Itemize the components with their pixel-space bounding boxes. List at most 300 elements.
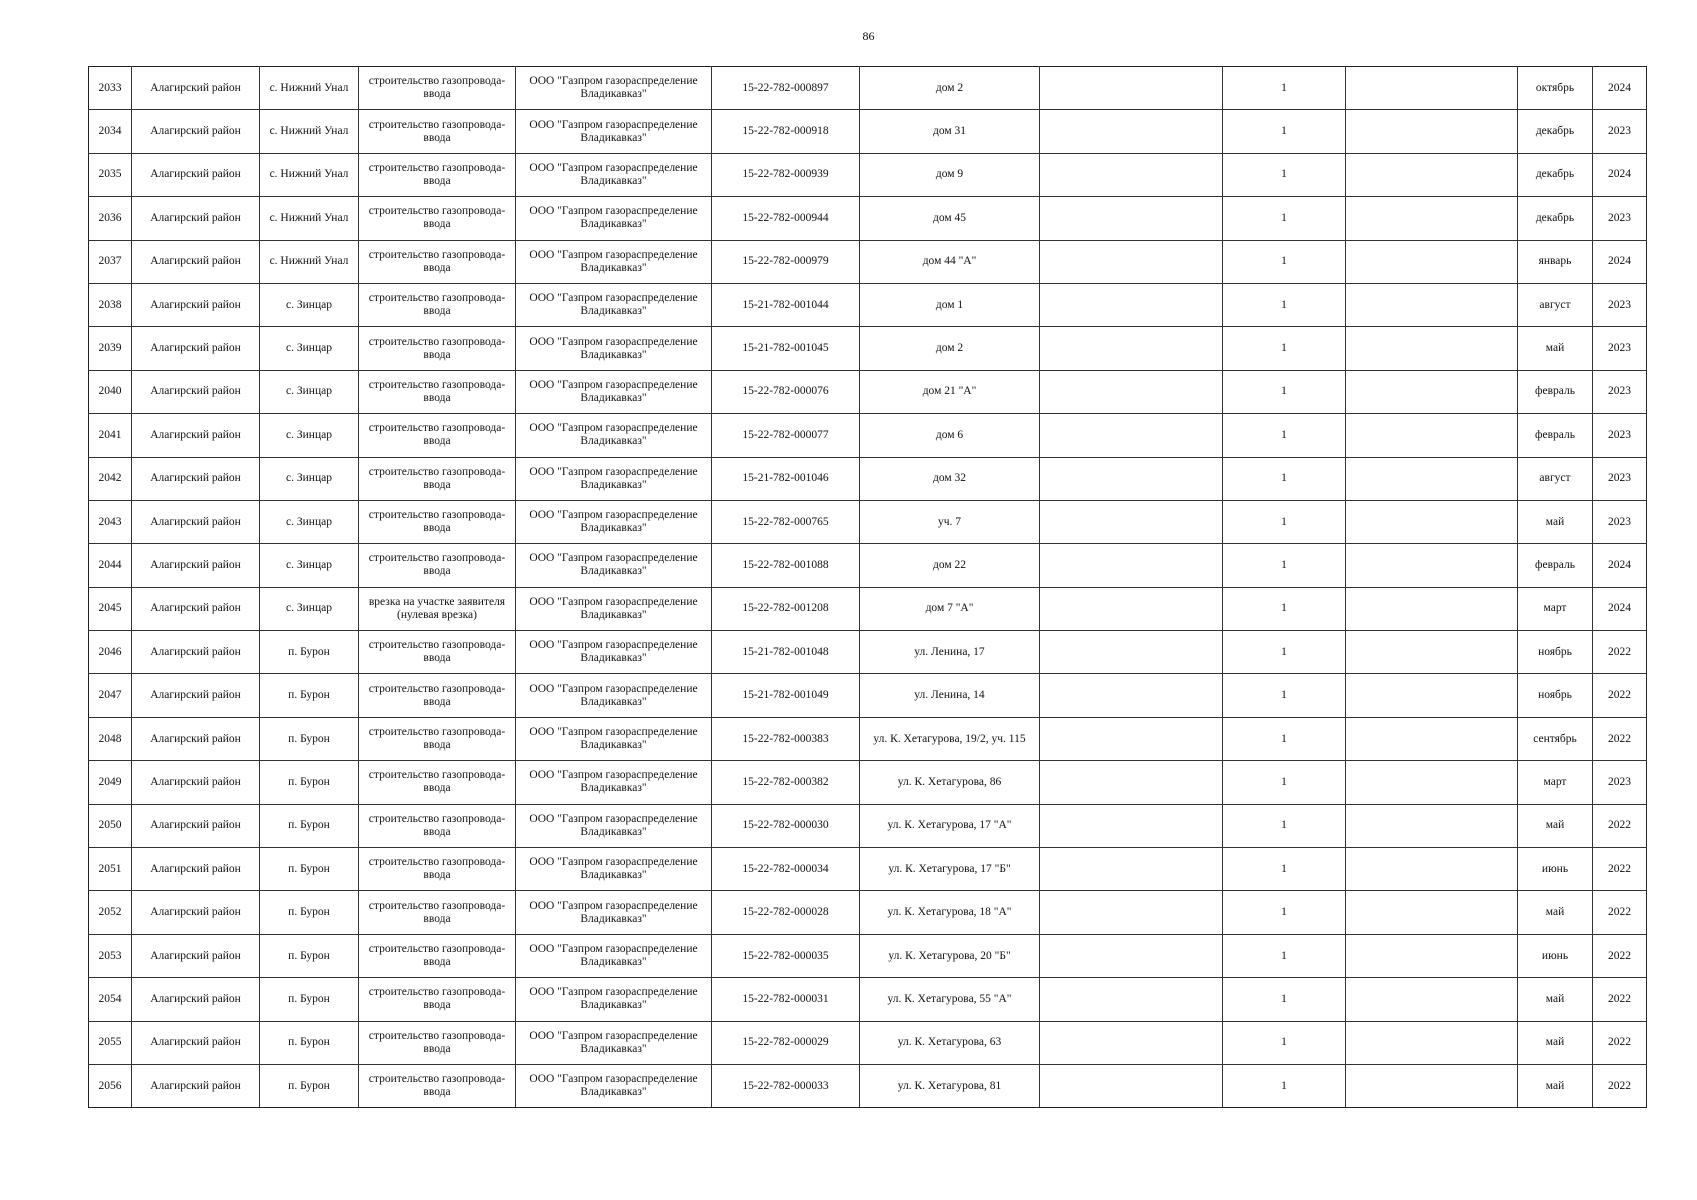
address-cell: ул. К. Хетагурова, 86 bbox=[860, 761, 1040, 804]
organization-cell: ООО "Газпром газораспределение Владикавказ" bbox=[516, 674, 712, 717]
table-row bbox=[89, 804, 1647, 847]
empty-cell-b bbox=[1346, 197, 1518, 240]
empty-cell-a bbox=[1040, 587, 1223, 630]
table-row bbox=[89, 500, 1647, 543]
empty-cell-b bbox=[1346, 1064, 1518, 1107]
month-cell: май bbox=[1518, 1021, 1593, 1064]
page-number: 86 bbox=[862, 29, 875, 43]
table-row bbox=[89, 414, 1647, 457]
organization-cell: ООО "Газпром газораспределение Владикавказ" bbox=[516, 631, 712, 674]
settlement-cell: п. Бурон bbox=[260, 891, 359, 934]
organization-cell: ООО "Газпром газораспределение Владикавказ" bbox=[516, 804, 712, 847]
quantity-cell: 1 bbox=[1223, 283, 1346, 326]
organization-cell: ООО "Газпром газораспределение Владикавказ" bbox=[516, 978, 712, 1021]
row-number-cell: 2039 bbox=[89, 327, 132, 370]
work-type-cell: строительство газопровода-ввода bbox=[359, 110, 516, 153]
empty-cell-b bbox=[1346, 804, 1518, 847]
empty-cell-b bbox=[1346, 1021, 1518, 1064]
work-type-cell: строительство газопровода-ввода bbox=[359, 1021, 516, 1064]
empty-cell-b bbox=[1346, 631, 1518, 674]
application-number-cell: 15-22-782-000035 bbox=[712, 934, 860, 977]
row-number-cell: 2048 bbox=[89, 717, 132, 760]
year-cell: 2023 bbox=[1593, 110, 1647, 153]
address-cell: дом 2 bbox=[860, 327, 1040, 370]
row-number-cell: 2041 bbox=[89, 414, 132, 457]
empty-cell-b bbox=[1346, 370, 1518, 413]
settlement-cell: с. Зинцар bbox=[260, 500, 359, 543]
empty-cell-a bbox=[1040, 804, 1223, 847]
address-cell: дом 9 bbox=[860, 153, 1040, 196]
year-cell: 2022 bbox=[1593, 804, 1647, 847]
organization-cell: ООО "Газпром газораспределение Владикавказ" bbox=[516, 283, 712, 326]
year-cell: 2022 bbox=[1593, 1064, 1647, 1107]
work-type-cell: строительство газопровода-ввода bbox=[359, 544, 516, 587]
organization-cell: ООО "Газпром газораспределение Владикавказ" bbox=[516, 891, 712, 934]
empty-cell-a bbox=[1040, 1021, 1223, 1064]
address-cell: ул. К. Хетагурова, 81 bbox=[860, 1064, 1040, 1107]
application-number-cell: 15-22-782-001088 bbox=[712, 544, 860, 587]
address-cell: ул. К. Хетагурова, 17 "А" bbox=[860, 804, 1040, 847]
empty-cell-a bbox=[1040, 544, 1223, 587]
year-cell: 2022 bbox=[1593, 631, 1647, 674]
row-number-cell: 2045 bbox=[89, 587, 132, 630]
year-cell: 2022 bbox=[1593, 978, 1647, 1021]
district-cell: Алагирский район bbox=[132, 500, 260, 543]
month-cell: август bbox=[1518, 457, 1593, 500]
organization-cell: ООО "Газпром газораспределение Владикавказ" bbox=[516, 153, 712, 196]
work-type-cell: строительство газопровода-ввода bbox=[359, 631, 516, 674]
application-number-cell: 15-22-782-000034 bbox=[712, 848, 860, 891]
empty-cell-b bbox=[1346, 500, 1518, 543]
district-cell: Алагирский район bbox=[132, 891, 260, 934]
settlement-cell: с. Зинцар bbox=[260, 370, 359, 413]
organization-cell: ООО "Газпром газораспределение Владикавказ" bbox=[516, 848, 712, 891]
work-type-cell: строительство газопровода-ввода bbox=[359, 283, 516, 326]
application-number-cell: 15-22-782-000383 bbox=[712, 717, 860, 760]
row-number-cell: 2049 bbox=[89, 761, 132, 804]
district-cell: Алагирский район bbox=[132, 197, 260, 240]
address-cell: дом 21 "А" bbox=[860, 370, 1040, 413]
district-cell: Алагирский район bbox=[132, 1064, 260, 1107]
table-body bbox=[89, 67, 1647, 1108]
district-cell: Алагирский район bbox=[132, 804, 260, 847]
row-number-cell: 2056 bbox=[89, 1064, 132, 1107]
empty-cell-b bbox=[1346, 891, 1518, 934]
quantity-cell: 1 bbox=[1223, 1064, 1346, 1107]
organization-cell: ООО "Газпром газораспределение Владикавказ" bbox=[516, 370, 712, 413]
table-row bbox=[89, 370, 1647, 413]
application-number-cell: 15-22-782-000031 bbox=[712, 978, 860, 1021]
organization-cell: ООО "Газпром газораспределение Владикавказ" bbox=[516, 110, 712, 153]
table-row bbox=[89, 197, 1647, 240]
application-number-cell: 15-22-782-000979 bbox=[712, 240, 860, 283]
district-cell: Алагирский район bbox=[132, 934, 260, 977]
address-cell: ул. К. Хетагурова, 55 "А" bbox=[860, 978, 1040, 1021]
table-row bbox=[89, 631, 1647, 674]
application-number-cell: 15-22-782-000897 bbox=[712, 67, 860, 110]
application-number-cell: 15-21-782-001048 bbox=[712, 631, 860, 674]
district-cell: Алагирский район bbox=[132, 414, 260, 457]
quantity-cell: 1 bbox=[1223, 631, 1346, 674]
row-number-cell: 2037 bbox=[89, 240, 132, 283]
quantity-cell: 1 bbox=[1223, 327, 1346, 370]
address-cell: ул. К. Хетагурова, 19/2, уч. 115 bbox=[860, 717, 1040, 760]
year-cell: 2023 bbox=[1593, 414, 1647, 457]
year-cell: 2022 bbox=[1593, 934, 1647, 977]
year-cell: 2022 bbox=[1593, 848, 1647, 891]
quantity-cell: 1 bbox=[1223, 67, 1346, 110]
empty-cell-a bbox=[1040, 283, 1223, 326]
work-type-cell: строительство газопровода-ввода bbox=[359, 153, 516, 196]
row-number-cell: 2054 bbox=[89, 978, 132, 1021]
empty-cell-b bbox=[1346, 761, 1518, 804]
application-number-cell: 15-22-782-000077 bbox=[712, 414, 860, 457]
year-cell: 2022 bbox=[1593, 674, 1647, 717]
work-type-cell: строительство газопровода-ввода bbox=[359, 761, 516, 804]
month-cell: июнь bbox=[1518, 934, 1593, 977]
empty-cell-b bbox=[1346, 978, 1518, 1021]
table-row bbox=[89, 978, 1647, 1021]
table-row bbox=[89, 327, 1647, 370]
district-cell: Алагирский район bbox=[132, 978, 260, 1021]
table-row bbox=[89, 587, 1647, 630]
organization-cell: ООО "Газпром газораспределение Владикавказ" bbox=[516, 197, 712, 240]
row-number-cell: 2051 bbox=[89, 848, 132, 891]
empty-cell-b bbox=[1346, 717, 1518, 760]
district-cell: Алагирский район bbox=[132, 761, 260, 804]
month-cell: ноябрь bbox=[1518, 631, 1593, 674]
district-cell: Алагирский район bbox=[132, 631, 260, 674]
work-type-cell: строительство газопровода-ввода bbox=[359, 327, 516, 370]
work-type-cell: строительство газопровода-ввода bbox=[359, 1064, 516, 1107]
empty-cell-a bbox=[1040, 934, 1223, 977]
settlement-cell: с. Зинцар bbox=[260, 327, 359, 370]
month-cell: август bbox=[1518, 283, 1593, 326]
settlement-cell: с. Нижний Унал bbox=[260, 197, 359, 240]
register-table bbox=[88, 66, 1647, 1108]
empty-cell-a bbox=[1040, 631, 1223, 674]
work-type-cell: строительство газопровода-ввода bbox=[359, 240, 516, 283]
empty-cell-b bbox=[1346, 283, 1518, 326]
empty-cell-a bbox=[1040, 891, 1223, 934]
year-cell: 2023 bbox=[1593, 500, 1647, 543]
address-cell: дом 7 "А" bbox=[860, 587, 1040, 630]
address-cell: ул. Ленина, 17 bbox=[860, 631, 1040, 674]
settlement-cell: с. Нижний Унал bbox=[260, 67, 359, 110]
district-cell: Алагирский район bbox=[132, 587, 260, 630]
work-type-cell: строительство газопровода-ввода bbox=[359, 197, 516, 240]
month-cell: июнь bbox=[1518, 848, 1593, 891]
settlement-cell: п. Бурон bbox=[260, 1021, 359, 1064]
quantity-cell: 1 bbox=[1223, 848, 1346, 891]
application-number-cell: 15-22-782-000939 bbox=[712, 153, 860, 196]
work-type-cell: строительство газопровода-ввода bbox=[359, 370, 516, 413]
row-number-cell: 2052 bbox=[89, 891, 132, 934]
table-row bbox=[89, 67, 1647, 110]
row-number-cell: 2044 bbox=[89, 544, 132, 587]
empty-cell-b bbox=[1346, 153, 1518, 196]
month-cell: май bbox=[1518, 500, 1593, 543]
settlement-cell: с. Зинцар bbox=[260, 414, 359, 457]
settlement-cell: с. Зинцар bbox=[260, 544, 359, 587]
application-number-cell: 15-22-782-000033 bbox=[712, 1064, 860, 1107]
year-cell: 2022 bbox=[1593, 891, 1647, 934]
district-cell: Алагирский район bbox=[132, 457, 260, 500]
row-number-cell: 2050 bbox=[89, 804, 132, 847]
empty-cell-a bbox=[1040, 674, 1223, 717]
settlement-cell: п. Бурон bbox=[260, 717, 359, 760]
address-cell: дом 1 bbox=[860, 283, 1040, 326]
month-cell: январь bbox=[1518, 240, 1593, 283]
settlement-cell: п. Бурон bbox=[260, 804, 359, 847]
year-cell: 2022 bbox=[1593, 717, 1647, 760]
settlement-cell: п. Бурон bbox=[260, 978, 359, 1021]
month-cell: май bbox=[1518, 1064, 1593, 1107]
month-cell: февраль bbox=[1518, 370, 1593, 413]
empty-cell-a bbox=[1040, 500, 1223, 543]
year-cell: 2024 bbox=[1593, 153, 1647, 196]
work-type-cell: врезка на участке заявителя (нулевая врезка) bbox=[359, 587, 516, 630]
year-cell: 2023 bbox=[1593, 197, 1647, 240]
district-cell: Алагирский район bbox=[132, 674, 260, 717]
month-cell: март bbox=[1518, 761, 1593, 804]
work-type-cell: строительство газопровода-ввода bbox=[359, 804, 516, 847]
organization-cell: ООО "Газпром газораспределение Владикавказ" bbox=[516, 934, 712, 977]
district-cell: Алагирский район bbox=[132, 283, 260, 326]
organization-cell: ООО "Газпром газораспределение Владикавказ" bbox=[516, 414, 712, 457]
quantity-cell: 1 bbox=[1223, 500, 1346, 543]
address-cell: ул. Ленина, 14 bbox=[860, 674, 1040, 717]
empty-cell-b bbox=[1346, 848, 1518, 891]
empty-cell-a bbox=[1040, 457, 1223, 500]
empty-cell-b bbox=[1346, 327, 1518, 370]
address-cell: ул. К. Хетагурова, 20 "Б" bbox=[860, 934, 1040, 977]
empty-cell-a bbox=[1040, 978, 1223, 1021]
address-cell: дом 22 bbox=[860, 544, 1040, 587]
organization-cell: ООО "Газпром газораспределение Владикавказ" bbox=[516, 327, 712, 370]
year-cell: 2023 bbox=[1593, 327, 1647, 370]
settlement-cell: п. Бурон bbox=[260, 1064, 359, 1107]
address-cell: ул. К. Хетагурова, 17 "Б" bbox=[860, 848, 1040, 891]
work-type-cell: строительство газопровода-ввода bbox=[359, 717, 516, 760]
row-number-cell: 2046 bbox=[89, 631, 132, 674]
organization-cell: ООО "Газпром газораспределение Владикавказ" bbox=[516, 717, 712, 760]
application-number-cell: 15-22-782-000029 bbox=[712, 1021, 860, 1064]
organization-cell: ООО "Газпром газораспределение Владикавказ" bbox=[516, 500, 712, 543]
row-number-cell: 2042 bbox=[89, 457, 132, 500]
address-cell: дом 2 bbox=[860, 67, 1040, 110]
address-cell: ул. К. Хетагурова, 18 "А" bbox=[860, 891, 1040, 934]
application-number-cell: 15-22-782-000944 bbox=[712, 197, 860, 240]
settlement-cell: п. Бурон bbox=[260, 934, 359, 977]
year-cell: 2023 bbox=[1593, 283, 1647, 326]
empty-cell-b bbox=[1346, 240, 1518, 283]
quantity-cell: 1 bbox=[1223, 110, 1346, 153]
quantity-cell: 1 bbox=[1223, 153, 1346, 196]
table-row bbox=[89, 1064, 1647, 1107]
work-type-cell: строительство газопровода-ввода bbox=[359, 934, 516, 977]
year-cell: 2022 bbox=[1593, 1021, 1647, 1064]
empty-cell-a bbox=[1040, 153, 1223, 196]
work-type-cell: строительство газопровода-ввода bbox=[359, 457, 516, 500]
month-cell: май bbox=[1518, 891, 1593, 934]
table-row bbox=[89, 717, 1647, 760]
year-cell: 2023 bbox=[1593, 370, 1647, 413]
work-type-cell: строительство газопровода-ввода bbox=[359, 674, 516, 717]
district-cell: Алагирский район bbox=[132, 327, 260, 370]
empty-cell-a bbox=[1040, 1064, 1223, 1107]
empty-cell-b bbox=[1346, 67, 1518, 110]
settlement-cell: с. Нижний Унал bbox=[260, 110, 359, 153]
application-number-cell: 15-22-782-000076 bbox=[712, 370, 860, 413]
empty-cell-a bbox=[1040, 110, 1223, 153]
settlement-cell: п. Бурон bbox=[260, 848, 359, 891]
settlement-cell: с. Зинцар bbox=[260, 283, 359, 326]
organization-cell: ООО "Газпром газораспределение Владикавказ" bbox=[516, 1064, 712, 1107]
address-cell: дом 31 bbox=[860, 110, 1040, 153]
month-cell: март bbox=[1518, 587, 1593, 630]
district-cell: Алагирский район bbox=[132, 1021, 260, 1064]
quantity-cell: 1 bbox=[1223, 804, 1346, 847]
table-row bbox=[89, 891, 1647, 934]
address-cell: уч. 7 bbox=[860, 500, 1040, 543]
year-cell: 2024 bbox=[1593, 587, 1647, 630]
application-number-cell: 15-22-782-000382 bbox=[712, 761, 860, 804]
address-cell: дом 32 bbox=[860, 457, 1040, 500]
application-number-cell: 15-21-782-001049 bbox=[712, 674, 860, 717]
application-number-cell: 15-22-782-000765 bbox=[712, 500, 860, 543]
organization-cell: ООО "Газпром газораспределение Владикавказ" bbox=[516, 1021, 712, 1064]
settlement-cell: п. Бурон bbox=[260, 761, 359, 804]
row-number-cell: 2053 bbox=[89, 934, 132, 977]
year-cell: 2024 bbox=[1593, 67, 1647, 110]
row-number-cell: 2038 bbox=[89, 283, 132, 326]
work-type-cell: строительство газопровода-ввода bbox=[359, 848, 516, 891]
address-cell: дом 6 bbox=[860, 414, 1040, 457]
empty-cell-a bbox=[1040, 761, 1223, 804]
table-row bbox=[89, 544, 1647, 587]
settlement-cell: с. Зинцар bbox=[260, 457, 359, 500]
work-type-cell: строительство газопровода-ввода bbox=[359, 891, 516, 934]
quantity-cell: 1 bbox=[1223, 240, 1346, 283]
quantity-cell: 1 bbox=[1223, 587, 1346, 630]
quantity-cell: 1 bbox=[1223, 761, 1346, 804]
application-number-cell: 15-21-782-001044 bbox=[712, 283, 860, 326]
table-row bbox=[89, 674, 1647, 717]
settlement-cell: п. Бурон bbox=[260, 674, 359, 717]
quantity-cell: 1 bbox=[1223, 978, 1346, 1021]
quantity-cell: 1 bbox=[1223, 457, 1346, 500]
year-cell: 2023 bbox=[1593, 761, 1647, 804]
quantity-cell: 1 bbox=[1223, 370, 1346, 413]
settlement-cell: с. Нижний Унал bbox=[260, 240, 359, 283]
month-cell: декабрь bbox=[1518, 153, 1593, 196]
quantity-cell: 1 bbox=[1223, 934, 1346, 977]
empty-cell-a bbox=[1040, 848, 1223, 891]
work-type-cell: строительство газопровода-ввода bbox=[359, 67, 516, 110]
row-number-cell: 2034 bbox=[89, 110, 132, 153]
row-number-cell: 2040 bbox=[89, 370, 132, 413]
month-cell: сентябрь bbox=[1518, 717, 1593, 760]
district-cell: Алагирский район bbox=[132, 544, 260, 587]
address-cell: дом 45 bbox=[860, 197, 1040, 240]
month-cell: май bbox=[1518, 978, 1593, 1021]
year-cell: 2024 bbox=[1593, 544, 1647, 587]
month-cell: май bbox=[1518, 327, 1593, 370]
quantity-cell: 1 bbox=[1223, 674, 1346, 717]
empty-cell-a bbox=[1040, 240, 1223, 283]
settlement-cell: с. Нижний Унал bbox=[260, 153, 359, 196]
empty-cell-a bbox=[1040, 327, 1223, 370]
application-number-cell: 15-22-782-000030 bbox=[712, 804, 860, 847]
table-row bbox=[89, 934, 1647, 977]
quantity-cell: 1 bbox=[1223, 717, 1346, 760]
table-row bbox=[89, 457, 1647, 500]
district-cell: Алагирский район bbox=[132, 370, 260, 413]
settlement-cell: с. Зинцар bbox=[260, 587, 359, 630]
empty-cell-a bbox=[1040, 67, 1223, 110]
table-row bbox=[89, 283, 1647, 326]
row-number-cell: 2036 bbox=[89, 197, 132, 240]
month-cell: май bbox=[1518, 804, 1593, 847]
application-number-cell: 15-22-782-001208 bbox=[712, 587, 860, 630]
application-number-cell: 15-22-782-000028 bbox=[712, 891, 860, 934]
empty-cell-a bbox=[1040, 414, 1223, 457]
quantity-cell: 1 bbox=[1223, 1021, 1346, 1064]
organization-cell: ООО "Газпром газораспределение Владикавказ" bbox=[516, 761, 712, 804]
table-row bbox=[89, 848, 1647, 891]
year-cell: 2023 bbox=[1593, 457, 1647, 500]
year-cell: 2024 bbox=[1593, 240, 1647, 283]
empty-cell-b bbox=[1346, 934, 1518, 977]
organization-cell: ООО "Газпром газораспределение Владикавказ" bbox=[516, 240, 712, 283]
organization-cell: ООО "Газпром газораспределение Владикавказ" bbox=[516, 457, 712, 500]
row-number-cell: 2043 bbox=[89, 500, 132, 543]
organization-cell: ООО "Газпром газораспределение Владикавказ" bbox=[516, 544, 712, 587]
month-cell: февраль bbox=[1518, 414, 1593, 457]
empty-cell-b bbox=[1346, 110, 1518, 153]
organization-cell: ООО "Газпром газораспределение Владикавказ" bbox=[516, 67, 712, 110]
organization-cell: ООО "Газпром газораспределение Владикавказ" bbox=[516, 587, 712, 630]
application-number-cell: 15-22-782-000918 bbox=[712, 110, 860, 153]
empty-cell-a bbox=[1040, 717, 1223, 760]
district-cell: Алагирский район bbox=[132, 153, 260, 196]
application-number-cell: 15-21-782-001046 bbox=[712, 457, 860, 500]
work-type-cell: строительство газопровода-ввода bbox=[359, 414, 516, 457]
quantity-cell: 1 bbox=[1223, 544, 1346, 587]
settlement-cell: п. Бурон bbox=[260, 631, 359, 674]
district-cell: Алагирский район bbox=[132, 110, 260, 153]
row-number-cell: 2033 bbox=[89, 67, 132, 110]
month-cell: декабрь bbox=[1518, 197, 1593, 240]
district-cell: Алагирский район bbox=[132, 717, 260, 760]
month-cell: октябрь bbox=[1518, 67, 1593, 110]
work-type-cell: строительство газопровода-ввода bbox=[359, 978, 516, 1021]
table-row bbox=[89, 1021, 1647, 1064]
district-cell: Алагирский район bbox=[132, 240, 260, 283]
empty-cell-b bbox=[1346, 544, 1518, 587]
application-number-cell: 15-21-782-001045 bbox=[712, 327, 860, 370]
empty-cell-a bbox=[1040, 370, 1223, 413]
month-cell: ноябрь bbox=[1518, 674, 1593, 717]
address-cell: дом 44 "А" bbox=[860, 240, 1040, 283]
empty-cell-a bbox=[1040, 197, 1223, 240]
row-number-cell: 2055 bbox=[89, 1021, 132, 1064]
empty-cell-b bbox=[1346, 674, 1518, 717]
month-cell: февраль bbox=[1518, 544, 1593, 587]
month-cell: декабрь bbox=[1518, 110, 1593, 153]
quantity-cell: 1 bbox=[1223, 197, 1346, 240]
